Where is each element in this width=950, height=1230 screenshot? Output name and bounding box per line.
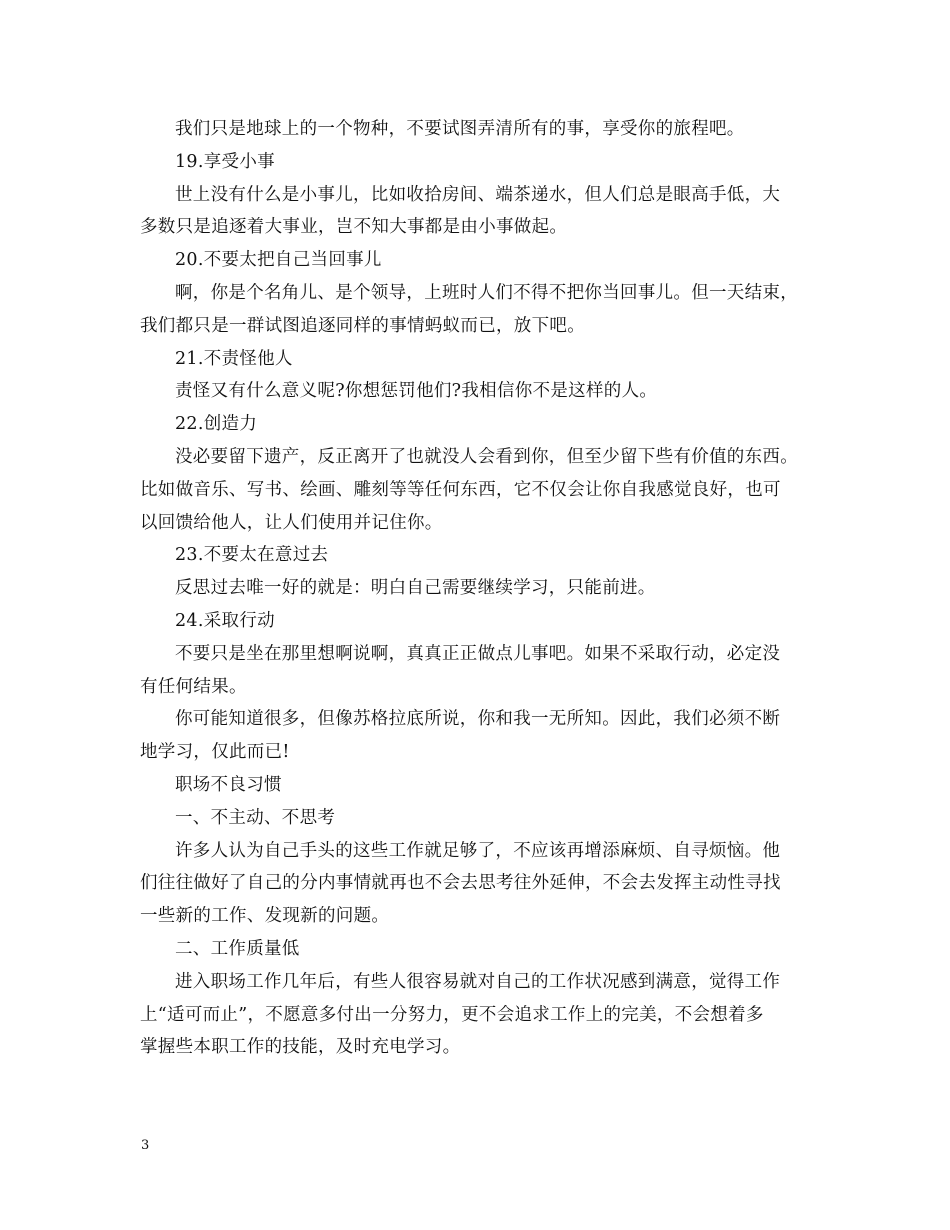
section-heading: 24.采取行动	[175, 610, 275, 631]
paragraph-line: 比如做音乐、写书、绘画、雕刻等等任何东西，它不仅会让你自我感觉良好，也可	[140, 479, 781, 500]
page-number: 3	[141, 1138, 150, 1153]
paragraph-line: 世上没有什么是小事儿，比如收拾房间、端茶递水，但人们总是眼高手低，大	[175, 184, 781, 205]
section-heading: 23.不要太在意过去	[175, 545, 329, 566]
paragraph-line: 进入职场工作几年后，有些人很容易就对自己的工作状况感到满意，觉得工作	[175, 971, 781, 992]
paragraph-line: 掌握些本职工作的技能，及时充电学习。	[140, 1037, 461, 1058]
paragraph-line: 有任何结果。	[140, 676, 247, 697]
paragraph-line: 没必要留下遗产，反正离开了也就没人会看到你，但至少留下些有价值的东西。	[175, 446, 798, 467]
paragraph-line: 多数只是追逐着大事业，岂不知大事都是由小事做起。	[140, 217, 568, 238]
section-heading: 19.享受小事	[175, 151, 275, 172]
section-heading: 职场不良习惯	[175, 774, 282, 795]
section-heading: 二、工作质量低	[175, 938, 300, 959]
paragraph-line: 你可能知道很多，但像苏格拉底所说，你和我一无所知。因此，我们必须不断	[175, 709, 781, 730]
body-text	[140, 113, 815, 1064]
paragraph-line: 以回馈给他人，让人们使用并记住你。	[140, 512, 443, 533]
section-heading: 20.不要太把自己当回事儿	[175, 250, 382, 271]
paragraph-line: 不要只是坐在那里想啊说啊，真真正正做点儿事吧。如果不采取行动，必定没	[175, 643, 781, 664]
paragraph-line: 一些新的工作、发现新的问题。	[140, 906, 390, 927]
paragraph-line: 地学习，仅此而已!	[140, 742, 290, 763]
paragraph-line: 上“适可而止”，不愿意多付出一分努力，更不会追求工作上的完美，不会想着多	[140, 1004, 764, 1025]
paragraph-line: 反思过去唯一好的就是：明白自己需要继续学习，只能前进。	[175, 578, 656, 599]
paragraph-line: 许多人认为自己手头的这些工作就足够了，不应该再增添麻烦、自寻烦恼。他	[175, 840, 781, 861]
paragraph-line: 我们都只是一群试图追逐同样的事情蚂蚁而已，放下吧。	[140, 315, 585, 336]
section-heading: 一、不主动、不思考	[175, 807, 336, 828]
section-heading: 22.创造力	[175, 414, 258, 435]
paragraph-line: 啊，你是个名角儿、是个领导，上班时人们不得不把你当回事儿。但一天结束，	[175, 282, 798, 303]
section-heading: 21.不责怪他人	[175, 348, 293, 369]
paragraph-line: 我们只是地球上的一个物种，不要试图弄清所有的事，享受你的旅程吧。	[175, 119, 745, 139]
paragraph-line: 们往往做好了自己的分内事情就再也不会去思考往外延伸，不会去发挥主动性寻找	[140, 873, 781, 894]
paragraph-line: 责怪又有什么意义呢?你想惩罚他们?我相信你不是这样的人。	[175, 381, 658, 402]
